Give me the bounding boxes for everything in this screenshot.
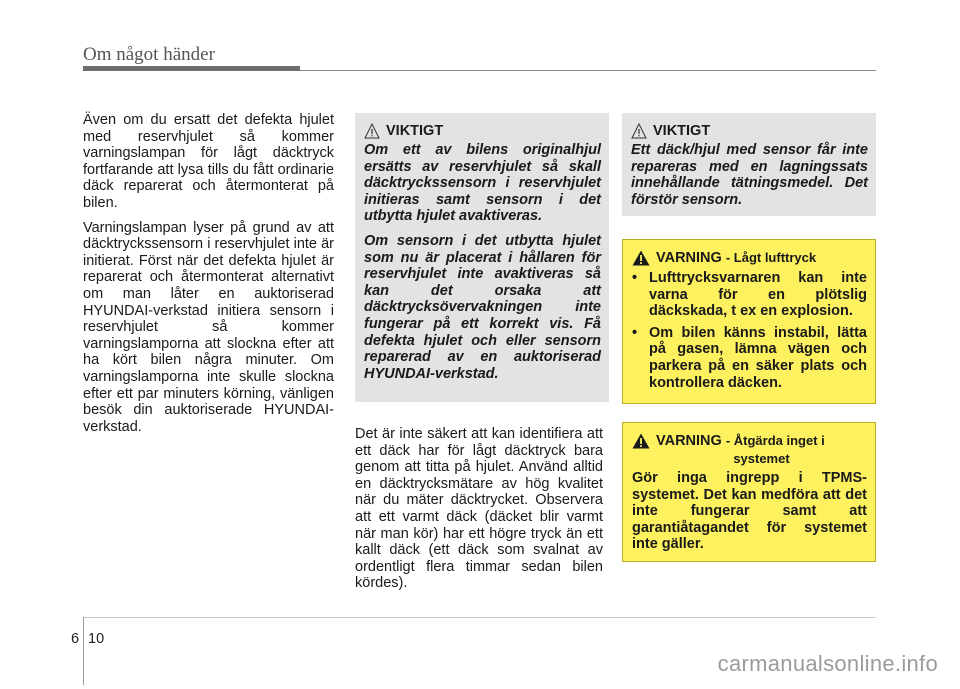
- notice-heading-text: VIKTIGT: [653, 123, 711, 139]
- paragraph: Varningslampan lyser på grund av att däcktryckssensorn i reservhjulet inte är initierat. Först när det defekta hjulet är reparerat och återmonterat alternativt om man låter en auktoriserad HYUNDAI-verkstad initiera sensorn i reservhjulet så kommer varningslamporna att slockna efter att ha kört bilen några minuter. Om varningslamporna inte skulle slockna efter ett par minuters körning, vänligen besök din auktoriserade HYUNDAI-verkstad.: [83, 219, 334, 435]
- warning-triangle-icon: [632, 250, 650, 266]
- notice-heading: [364, 123, 601, 139]
- warning-subtitle: - Lågt lufttryck: [725, 250, 817, 265]
- header-bar: [83, 66, 300, 71]
- page-number: 10: [88, 631, 105, 647]
- watermark: carmanualsonline.info: [717, 651, 938, 676]
- notice-paragraph: Ett däck/hjul med sensor får inte repareras med en lagningssats innehållande tätningsmedel. Det förstör sensorn.: [631, 142, 868, 208]
- warning-subtitle: - Åtgärda inget i: [725, 433, 825, 448]
- notice-heading-text: VIKTIGT: [386, 123, 444, 139]
- warning-list: [632, 270, 867, 391]
- warning-heading: [632, 432, 867, 467]
- warning-triangle-icon: [632, 433, 650, 449]
- column-middle-body: [355, 426, 603, 600]
- notice-paragraph: Om ett av bilens originalhjul ersätts av reservhjulet så skall däcktryckssensorn i reservhjulet initieras samt sensorn i det utbytta hjulet avaktiveras.: [364, 142, 601, 225]
- warning-label: VARNING: [656, 250, 722, 266]
- notice-box-sealant: [622, 113, 876, 216]
- section-title: Om något händer: [83, 44, 215, 65]
- list-item: • Lufttrycksvarnaren kan inte varna för en plötslig däckskada, t ex en explosion.: [632, 270, 867, 320]
- footer-rule: [83, 617, 876, 618]
- paragraph: Det är inte säkert att kan identifiera att ett däck har för lågt däcktryck bara genom att titta på hjulet. Använd alltid en däcktrycksmätare av hög kvalitet när du mäter däcktrycket. Observera att ett varmt däck (däcket blir varmt när man kör) har ett högre tryck än ett kallt däck (ett däck som svalnat av ordentligt flera timmar sedan bilen kördes).: [355, 426, 603, 592]
- warning-subtitle-line2: systemet: [733, 451, 790, 466]
- paragraph: Även om du ersatt det defekta hjulet med reservhjulet så kommer varningslampan för lågt däcktryck fortfarande att lysa tills du fått ordinarie däck reparerat och återmonterat på bilen.: [83, 112, 334, 211]
- column-left: [83, 112, 334, 443]
- caution-triangle-icon: [364, 123, 380, 139]
- bullet: •: [632, 324, 638, 341]
- notice-box-spare-wheel: [355, 113, 609, 402]
- notice-heading: [631, 123, 868, 139]
- header-rule: [300, 70, 876, 71]
- warning-label: VARNING: [656, 433, 722, 449]
- warning-paragraph: Gör inga ingrepp i TPMS-systemet. Det kan medföra att det inte fungerar samt att garantiåtagandet för systemet inte gäller.: [632, 470, 867, 553]
- warning-box-no-modification: [622, 422, 876, 562]
- notice-paragraph: Om sensorn i det utbytta hjulet som nu är placerat i hållaren för reservhjulet inte avaktiveras så kan det orsaka att däcktrycksövervakningen inte fungerar på ett korrekt vis. Få defekta hjulet och eller sensorn reparerad av en auktoriserad HYUNDAI-verkstad.: [364, 232, 601, 382]
- bullet: •: [632, 270, 638, 286]
- footer-divider: [83, 617, 84, 685]
- warning-box-low-pressure: [622, 239, 876, 404]
- chapter-number: 6: [71, 631, 80, 647]
- list-item: • Om bilen känns instabil, lätta på gasen, lämna vägen och parkera på en säker plats och kontrollera däcken.: [632, 324, 867, 391]
- warning-heading: [632, 249, 867, 267]
- caution-triangle-icon: [631, 123, 647, 139]
